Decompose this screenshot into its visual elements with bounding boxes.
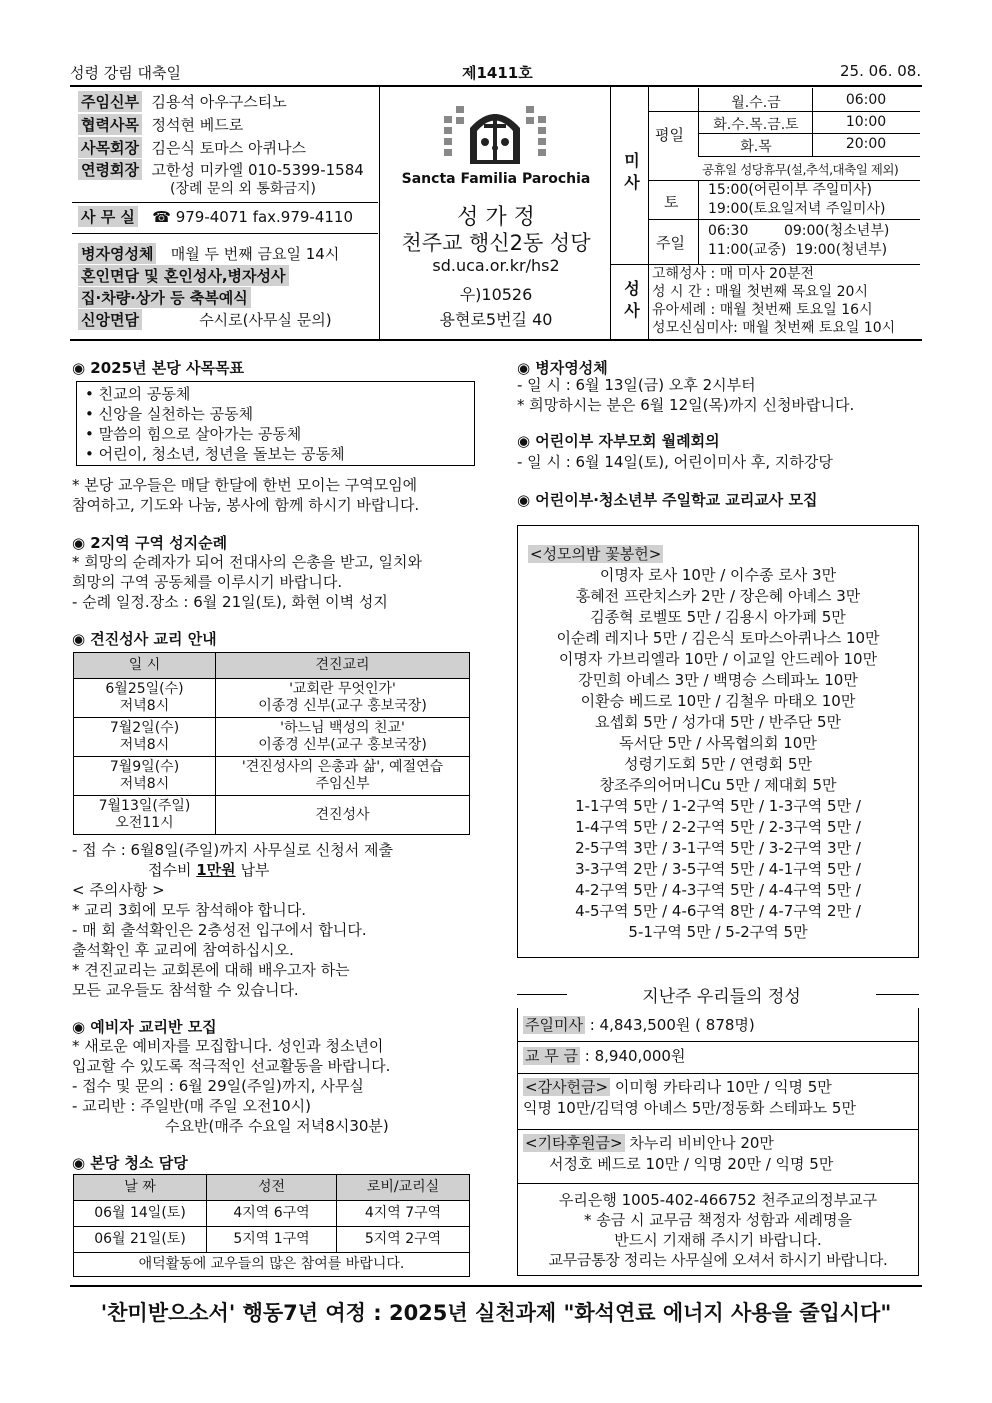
weekday-time-2: 10:00 bbox=[845, 114, 887, 130]
goals-note-2: 참여하고, 기도와 나눔, 봉사에 함께 하시기 바랍니다. bbox=[72, 496, 420, 514]
catechumen-line-3: - 접수 및 문의 : 6월 29일(주일)까지, 사무실 bbox=[72, 1077, 364, 1095]
phone-icon: ☎ bbox=[152, 208, 171, 226]
donation-title: <성모의밤 꽃봉헌> bbox=[530, 545, 662, 563]
parish-address: 용현로5번길 40 bbox=[439, 310, 553, 329]
sick-title: ◉ 병자영성체 bbox=[517, 359, 608, 377]
weekday-days-1: 월.수.금 bbox=[731, 95, 781, 111]
sick-line-2: * 희망하시는 분은 6월 12일(목)까지 신청바랍니다. bbox=[517, 396, 855, 414]
service-marriage: 혼인면담 및 혼인성사,병자성사 bbox=[78, 265, 289, 286]
goals-box: • 친교의 공동체 • 신앙을 실천하는 공동체 • 말씀의 힘으로 살아가는 공동체 • 어린이, 청소년, 청년을 돌보는 공동체 bbox=[76, 381, 475, 466]
catechumen-line-1: * 새로운 예비자를 모집합니다. 성인과 청소년이 bbox=[72, 1037, 384, 1055]
kids-line-1: - 일 시 : 6월 14일(토), 어린이미사 후, 지하강당 bbox=[517, 453, 833, 471]
weekday-days-3: 화.목 bbox=[740, 139, 772, 155]
parish-url[interactable]: sd.uca.or.kr/hs2 bbox=[432, 256, 560, 275]
catechumen-line-4: - 교리반 : 주일반(매 주일 오전10시) bbox=[72, 1097, 311, 1115]
mass-label: 미사 bbox=[624, 151, 640, 192]
cleaning-title: ◉ 본당 청소 담당 bbox=[72, 1154, 188, 1172]
cleaning-table: 날 짜 성전 로비/교리실 06월 14일(토) 4지역 6구역 4지역 7구역 06월 21일(토) 5지역 1구역 5지역 2구역 애덕활동에 교우들의 많은 참여를 바랍니다. bbox=[73, 1174, 470, 1277]
parish-name: 성 가 정 bbox=[457, 205, 535, 230]
sacrament-list: 고해성사 : 매 미사 20분전 성 시 간 : 매월 첫번째 목요일 20시 유아세례 : 매월 첫번째 토요일 16시 성모신심미사: 매월 첫번째 토요일 10시 bbox=[652, 266, 896, 336]
confirmation-caution-5: 모든 교우들도 참석할 수 있습니다. bbox=[72, 981, 299, 999]
office-row: 사 무 실 ☎ 979-4071 fax.979-4110 bbox=[78, 206, 353, 227]
confirmation-caution-2: - 매 회 출석확인은 2층성전 입구에서 합니다. bbox=[72, 921, 367, 939]
pilgrimage-line-2: 희망의 구역 공동체를 이루시기 바랍니다. bbox=[72, 573, 343, 591]
staff-pastor: 주임신부 김용석 아우구스티노 bbox=[78, 91, 287, 112]
staff-funeral: 연령회장 고한성 미카엘 010-5399-1584 bbox=[78, 159, 364, 180]
staff-assistant: 협력사목 정석현 베드로 bbox=[78, 114, 243, 135]
saturday-label: 토 bbox=[664, 193, 679, 211]
goals-note-1: * 본당 교우들은 매달 한달에 한번 모이는 구역모임에 bbox=[72, 476, 418, 494]
confirmation-caution-3: 출석확인 후 교리에 참여하십시오. bbox=[72, 941, 294, 959]
feast-name: 성령 강림 대축일 bbox=[70, 64, 181, 82]
service-sick: 병자영성체 매월 두 번째 금요일 14시 bbox=[78, 243, 339, 264]
staff-note: (장례 문의 외 통화금지) bbox=[170, 181, 316, 197]
weekday-label: 평일 bbox=[655, 126, 684, 144]
sunday-label: 주일 bbox=[656, 234, 685, 252]
pilgrimage-line-1: * 희망의 순례자가 되어 전대사의 은총을 받고, 일치와 bbox=[72, 553, 422, 571]
confirmation-receipt: - 접 수 : 6월8일(주일)까지 사무실로 신청서 제출 bbox=[72, 841, 393, 859]
confirmation-caution-4: * 견진교리는 교회론에 대해 배우고자 하는 bbox=[72, 961, 350, 979]
confirmation-caution-1: * 교리 3회에 모두 참석해야 합니다. bbox=[72, 901, 307, 919]
confirmation-fee: 접수비 1만원 납부 bbox=[148, 861, 270, 879]
issue-date: 25. 06. 08. bbox=[840, 62, 922, 80]
staff-council: 사목회장 김은식 토마스 아퀴나스 bbox=[78, 137, 306, 158]
sunday-times: 06:30 09:00(청소년부) 11:00(교중) 19:00(청년부) bbox=[708, 223, 890, 258]
teachers-title: ◉ 어린이부·청소년부 주일학교 교리교사 모집 bbox=[517, 491, 818, 509]
donation-list: 이명자 로사 10만 / 이수종 로사 3만 홍혜전 프란치스카 2만 / 장은혜 아녜스 3만 김종혁 로벨또 5만 / 김용시 아가페 5만 이순례 레지나 5만 / 김은식 토마스아퀴나스 10만 이명자 가브리엘라 10만 / 이교일 안드레아 10만 강민희 아녜스 3만 / 백명승 스테파노 10만 이환승 베드로 10만 / 김철우 마태오 10만 요셉회 5만 / 성가대 5만 / 반주단 5만 독서단 5만 / 사목협의회 10만 성령기도회 5만 / 연령회 5만 창조주의어머니Cu 5만 / 제대회 5만 1-1구역 5만 / 1-2구역 5만 / 1-3구역 5만 / 1-4구역 5만 / 2-2구역 5만 / 2-3구역 5만 / 2-5구역 3만 / 3-1구역 5만 / 3-2구역 3만 / 3-3구역 2만 / 3-5구역 5만 / 4-1구역 5만 / 4-2구역 5만 / 4-3구역 5만 / 4-4구역 5만 / 4-5구역 5만 / 4-6구역 8만 / 4-7구역 2만 / 5-1구역 5만 / 5-2구역 5만 bbox=[556, 566, 880, 941]
offering-box: 주일미사 : 4,843,500원 ( 878명) 교 무 금 : 8,940,000원 <감사헌금> 이미형 카타리나 10만 / 익명 5만 익명 10만/김덕영 아녜스 5만/정동화 스테파노 5만 <기타후원금> 차누리 비비안나 20만 서정호 베드로 10만 / 익명 20만 / 익명 5만 우리은행 1005-402-466752 천주교의정부교구 * 송금 시 교무금 책정자 성함과 세례명을 반드시 기재해 주시기 바랍니다. 교무금통장 정리는 사무실에 오셔서 하시기 바랍니다. bbox=[517, 1008, 919, 1276]
sacrament-label: 성사 bbox=[624, 279, 640, 320]
donation-box bbox=[517, 525, 919, 958]
weekday-days-2: 화.수.목.금.토 bbox=[713, 117, 799, 133]
service-counsel: 신앙면담 수시로(사무실 문의) bbox=[78, 309, 332, 330]
confirmation-table: 일 시 견진교리 6월25일(수) 저녁8시 '교회란 무엇인가' 이종경 신부(교구 홍보국장) 7월2일(수) 저녁8시 '하느님 백성의 친교' 이종경 신부(교구 홍보국장) 7월9일(수) 저녁8시 '견진성사의 은총과 삶', 예절연습 주임신부 7월13일(주일) 오전11시 견진성사 bbox=[73, 652, 470, 835]
sick-line-1: - 일 시 : 6월 13일(금) 오후 2시부터 bbox=[517, 376, 756, 394]
catechumen-line-2: 입교할 수 있도록 적극적인 선교활동을 바랍니다. bbox=[72, 1057, 391, 1075]
goals-title: ◉ 2025년 본당 사목목표 bbox=[72, 359, 244, 377]
issue-number: 제1411호 bbox=[462, 64, 533, 82]
weekday-holiday-note: 공휴일 성당휴무(설,추석,대축일 제외) bbox=[702, 162, 899, 177]
footer-campaign: '찬미받으소서' 행동7년 여정 : 2025년 실천과제 "화석연료 에너지 사용을 줄입시다" bbox=[100, 1301, 892, 1325]
weekday-time-1: 06:00 bbox=[845, 92, 887, 108]
parish-postal: 우)10526 bbox=[459, 285, 533, 304]
pilgrimage-line-3: - 순례 일정.장소 : 6월 21일(토), 화현 이벽 성지 bbox=[72, 593, 388, 611]
catechumen-line-5: 수요반(매주 수요일 저녁8시30분) bbox=[165, 1117, 389, 1135]
catechumen-title: ◉ 예비자 교리반 모집 bbox=[72, 1018, 217, 1036]
weekday-time-3: 20:00 bbox=[845, 136, 887, 152]
confirmation-title: ◉ 견진성사 교리 안내 bbox=[72, 630, 217, 648]
service-blessing: 집·차량·상가 등 축복예식 bbox=[78, 287, 251, 308]
confirmation-caution-title: < 주의사항 > bbox=[72, 881, 165, 899]
parish-latin: Sancta Familia Parochia bbox=[401, 171, 591, 187]
offering-title: 지난주 우리들의 정성 bbox=[642, 987, 801, 1007]
parish-full-name: 천주교 행신2동 성당 bbox=[401, 231, 591, 255]
kids-title: ◉ 어린이부 자부모회 월례회의 bbox=[517, 432, 720, 450]
footer-rule bbox=[70, 1285, 922, 1287]
parish-logo bbox=[440, 100, 550, 166]
saturday-times: 15:00(어린이부 주일미사) 19:00(토요일저녁 주일미사) bbox=[708, 182, 886, 217]
pilgrimage-title: ◉ 2지역 구역 성지순례 bbox=[72, 534, 228, 552]
